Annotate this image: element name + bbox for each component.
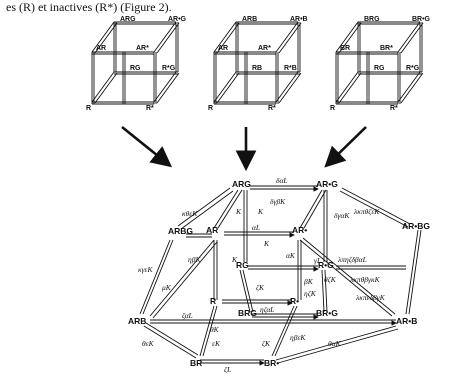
node-label: R <box>86 105 92 112</box>
rate-label: λκπεδβγK <box>356 293 385 302</box>
node-ARsBG: AR•BG <box>402 221 431 231</box>
node-label: BR•G <box>412 16 431 23</box>
combined-state-diagram <box>128 176 430 374</box>
node-label: R <box>208 105 214 112</box>
rate-label: ζK <box>256 283 265 292</box>
node-label: R*G <box>406 65 420 72</box>
rate-label: θεK <box>142 339 154 348</box>
rate-label: K <box>264 239 270 248</box>
rate-label: αL <box>252 223 261 232</box>
rate-label: δγαK <box>334 211 350 220</box>
node-label: R*G <box>162 65 176 72</box>
node-label: AR <box>218 45 229 52</box>
small-cube-3 <box>330 16 431 112</box>
rate-label: δγβK <box>270 197 286 206</box>
rate-label: ηζαL <box>260 305 275 314</box>
rate-label: κγεK <box>138 265 153 274</box>
node-label: R* <box>146 105 154 112</box>
rate-label: θK <box>210 325 219 334</box>
rate-label: K <box>232 255 238 264</box>
node-label: AR•B <box>290 16 308 23</box>
rate-label: ηβεK <box>290 333 306 342</box>
node-BRG: BRG <box>238 308 257 318</box>
node-RsG: R•G <box>318 260 334 270</box>
node-label: BR* <box>380 45 393 52</box>
node-label: BR <box>340 45 351 52</box>
small-cube-2 <box>208 16 308 112</box>
rate-label: λπηζδβαL <box>338 255 367 264</box>
node-label: RG <box>374 65 385 72</box>
node-label: ARB <box>242 16 258 23</box>
rate-label: ηβK <box>188 255 201 264</box>
rate-label: θαK <box>328 339 341 348</box>
node-ARs: AR• <box>292 225 308 235</box>
node-label: AR•G <box>168 16 187 23</box>
node-label: BRG <box>364 16 380 23</box>
node-R: R <box>210 296 217 306</box>
arrow-right <box>328 127 366 164</box>
rate-label: ζL <box>224 365 232 374</box>
rate-label: λκπθζεK <box>354 207 380 216</box>
node-label: AR* <box>136 45 149 52</box>
node-label: RG <box>130 65 141 72</box>
figure-caption-fragment: es (R) et inactives (R*) (Figure 2). <box>6 0 172 14</box>
node-label: RB <box>252 65 263 72</box>
node-label: R <box>330 105 336 112</box>
arrow-left <box>122 127 168 164</box>
rate-label: δαL <box>276 176 288 185</box>
rate-label: K <box>236 207 242 216</box>
node-label: AR* <box>258 45 271 52</box>
rate-label: λκπθβγκK <box>350 275 380 284</box>
node-label: ARG <box>120 16 136 23</box>
node-label: AR <box>96 45 107 52</box>
rate-label: μK <box>162 283 171 292</box>
node-label: R* <box>268 105 276 112</box>
node-Rs: R• <box>290 296 300 306</box>
node-RG: RG <box>236 260 249 270</box>
small-cube-1 <box>86 16 187 112</box>
node-ARsG: AR•G <box>316 179 338 189</box>
rate-label: αK <box>286 251 295 260</box>
rate-label: γL <box>314 256 322 265</box>
node-ARsB: AR•B <box>396 316 418 326</box>
rate-label: θζK <box>324 275 336 284</box>
rate-label: ζK <box>262 339 271 348</box>
rate-label: ζαL <box>182 311 193 320</box>
rate-label: K <box>258 207 264 216</box>
node-BR: BR <box>190 358 203 368</box>
node-label: R*B <box>284 65 297 72</box>
rate-label: ηζK <box>304 289 316 298</box>
node-ARB: ARB <box>128 316 147 326</box>
node-label: R* <box>390 105 398 112</box>
rate-label: εK <box>212 339 220 348</box>
rate-label: βK <box>304 277 313 286</box>
node-ARBG: ARBG <box>168 226 194 236</box>
node-AR: AR <box>206 225 219 235</box>
node-BRsG: BR•G <box>316 308 338 318</box>
node-ARG: ARG <box>232 179 251 189</box>
node-BRs: BR• <box>264 358 280 368</box>
rate-label: κθεK <box>182 209 198 218</box>
